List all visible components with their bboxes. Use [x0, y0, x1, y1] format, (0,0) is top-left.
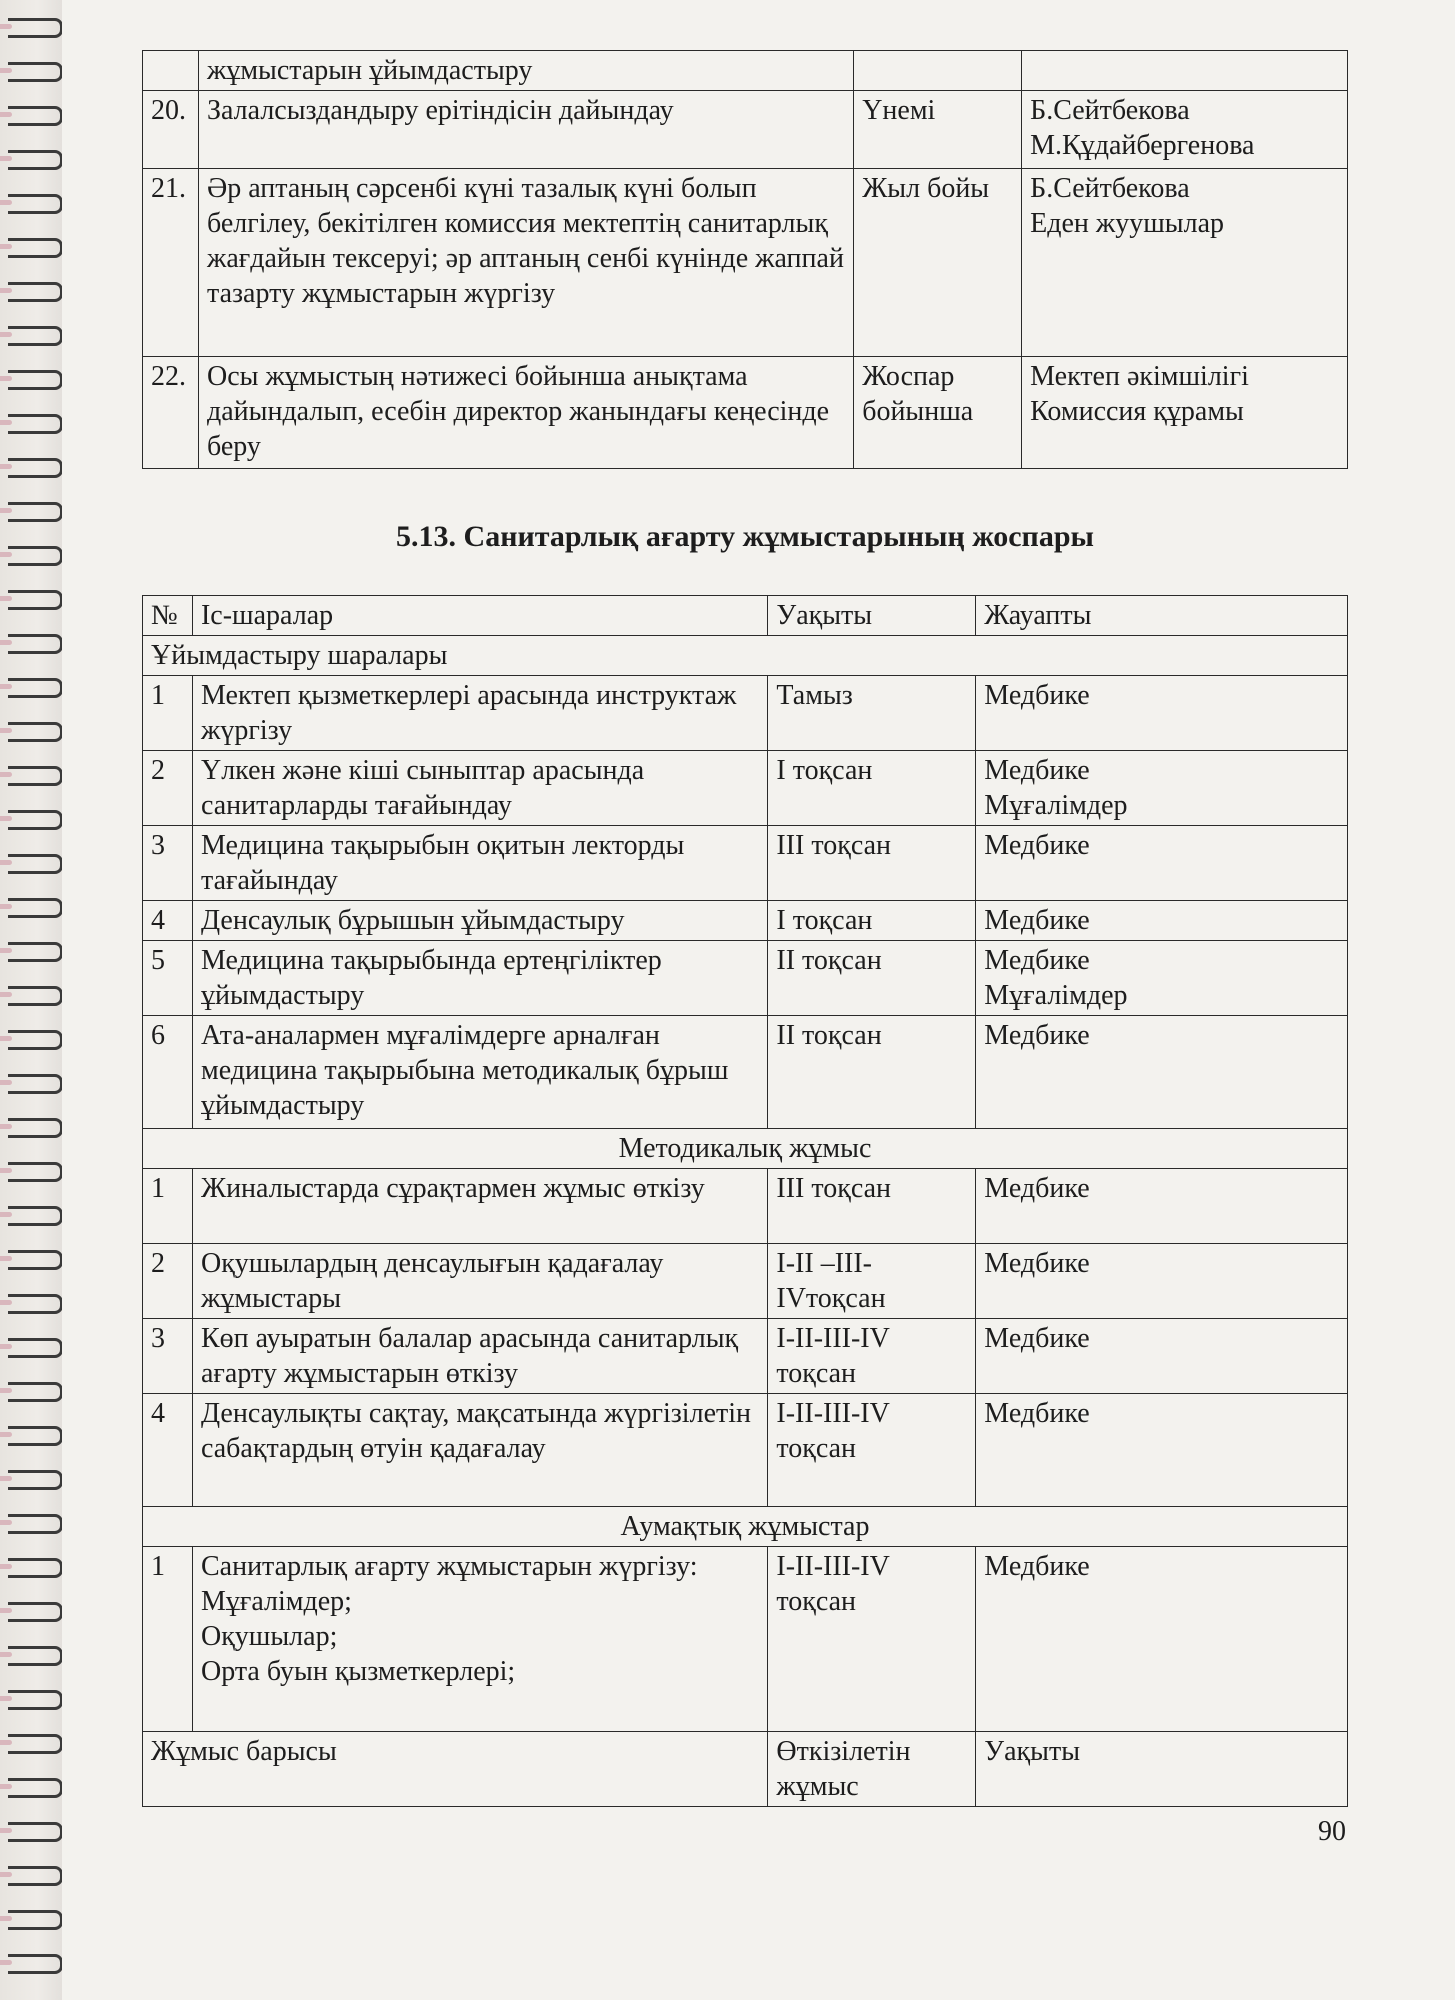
table-row: 4 Денсаулық бұрышын ұйымдастыру І тоқсан Медбике [143, 901, 1348, 941]
table-responsibilities [142, 50, 1348, 469]
table-row: 22. Осы жұмыстың нәтижесі бойынша анықтама дайындалып, есебін директор жанындағы кеңесінде беру Жоспар бойынша Мектеп әкімшілігі Комиссия құрамы [143, 357, 1348, 469]
table-row: 1 Жиналыстарда сұрақтармен жұмыс өткізу ІІІ тоқсан Медбике [143, 1169, 1348, 1244]
table-row: 4 Денсаулықты сақтау, мақсатында жүргізілетін сабақтардың өтуін қадағалау І-ІІ-ІІІ-ІV тоқсан Медбике [143, 1394, 1348, 1507]
table-row: 21. Әр аптаның сәрсенбі күні тазалық күні болып белгілеу, бекітілген комиссия мектептің санитарлық жағдайын тексеруі; әр аптаның сенбі күнінде жаппай тазарту жұмыстарын жүргізу Жыл бойы Б.Сейтбекова Еден жуушылар [143, 169, 1348, 357]
table-row: жұмыстарын ұйымдастыру [143, 51, 1348, 91]
page-number: 90 [1318, 1816, 1346, 1847]
table-row: 6 Ата-аналармен мұғалімдерге арналған медицина тақырыбына методикалық бұрыш ұйымдастыру ІІ тоқсан Медбике [143, 1016, 1348, 1129]
group-title-row: Ұйымдастыру шаралары [143, 636, 1348, 676]
table-row: 20. Залалсыздандыру ерітіндісін дайындау Үнемі Б.Сейтбекова М.Құдайбергенова [143, 91, 1348, 169]
table-footer-row: Жұмыс барысы Өткізілетін жұмыс Уақыты [143, 1732, 1348, 1807]
group-title-row: Методикалық жұмыс [143, 1129, 1348, 1169]
table-row: 5 Медицина тақырыбында ертеңгіліктер ұйымдастыру ІІ тоқсан Медбике Мұғалімдер [143, 941, 1348, 1016]
section-title: 5.13. Санитарлық ағарту жұмыстарының жоспары [396, 520, 1094, 553]
table-row: 1 Мектеп қызметкерлері арасында инструктаж жүргізу Тамыз Медбике [143, 676, 1348, 751]
table-sanitary-plan [142, 595, 1348, 1807]
spiral-binding [0, 0, 62, 2000]
table-row: 2 Оқушылардың денсаулығын қадағалау жұмыстары І-ІІ –ІІІ-ІVтоқсан Медбике [143, 1244, 1348, 1319]
table-header-row: № Іс-шаралар Уақыты Жауапты [143, 596, 1348, 636]
group-title-row: Аумақтық жұмыстар [143, 1507, 1348, 1547]
table-row: 3 Көп ауыратын балалар арасында санитарлық ағарту жұмыстарын өткізу І-ІІ-ІІІ-ІV тоқсан Медбике [143, 1319, 1348, 1394]
table-row: 1 Санитарлық ағарту жұмыстарын жүргізу: Мұғалімдер; Оқушылар; Орта буын қызметкерлері; І-ІІ-ІІІ-ІV тоқсан Медбике [143, 1547, 1348, 1732]
table-row: 3 Медицина тақырыбын оқитын лекторды тағайындау ІІІ тоқсан Медбике [143, 826, 1348, 901]
table-row: 2 Үлкен және кіші сыныптар арасында санитарларды тағайындау І тоқсан Медбике Мұғалімдер [143, 751, 1348, 826]
